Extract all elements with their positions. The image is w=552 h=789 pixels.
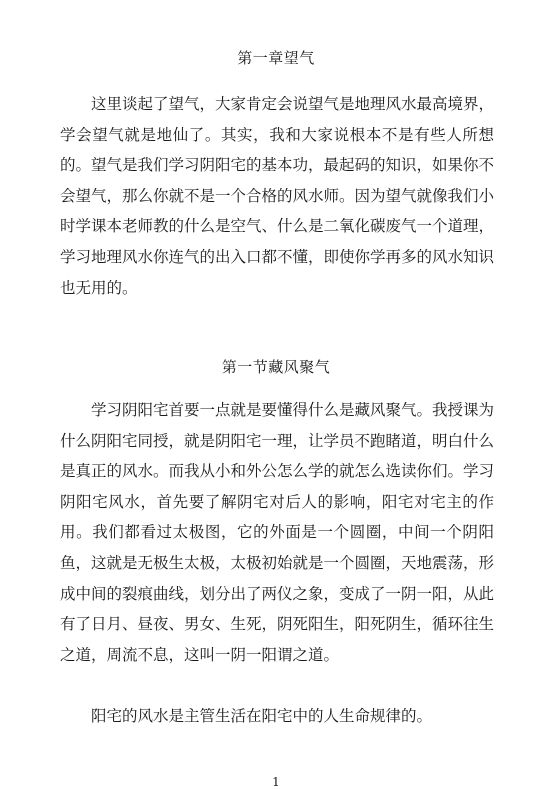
section-title: 第一节藏风聚气 xyxy=(221,358,331,376)
page-number: 1 xyxy=(272,775,280,789)
section-paragraph-2: 阳宅的风水是主管生活在阳宅中的人生命规律的。 xyxy=(91,707,433,725)
chapter-paragraph: 这里谈起了望气，大家肯定会说望气是地理风水最高境界，学会望气就是地仙了。其实，我和大家说根本不是有些人所想的。望气是我们学习阴阳宅的基本功，最起码的知识，如果你不会望气，那么你就不是一个合格的风水师。因为望气就像我们小时学课本老师教的什么是空气、什么是二氧化碳废气一个道理，学习地理风水你连气的出入口都不懂，即使你学再多的风水知识也无用的。 xyxy=(60,95,495,297)
section-paragraph-1: 学习阴阳宅首要一点就是要懂得什么是藏风聚气。我授课为什么阴阳宅同授，就是阴阳宅一理，让学员不跑睹道，明白什么是真正的风水。而我从小和外公怎么学的就怎么选读你们。学习阴阳宅风水，首先要了解阴宅对后人的影响，阳宅对宅主的作用。我们都看过太极图，它的外面是一个圆圈，中间一个阴阳鱼，这就是无极生太极，太极初始就是一个圆圈，天地震荡，形成中间的裂痕曲线，划分出了两仪之象，变成了一阴一阳，从此有了日月、昼夜、男女、生死，阴死阳生，阳死阴生，循环往生之道，周流不息，这叫一阴一阳谓之道。 xyxy=(60,401,495,664)
chapter-title: 第一章望气 xyxy=(237,49,315,67)
